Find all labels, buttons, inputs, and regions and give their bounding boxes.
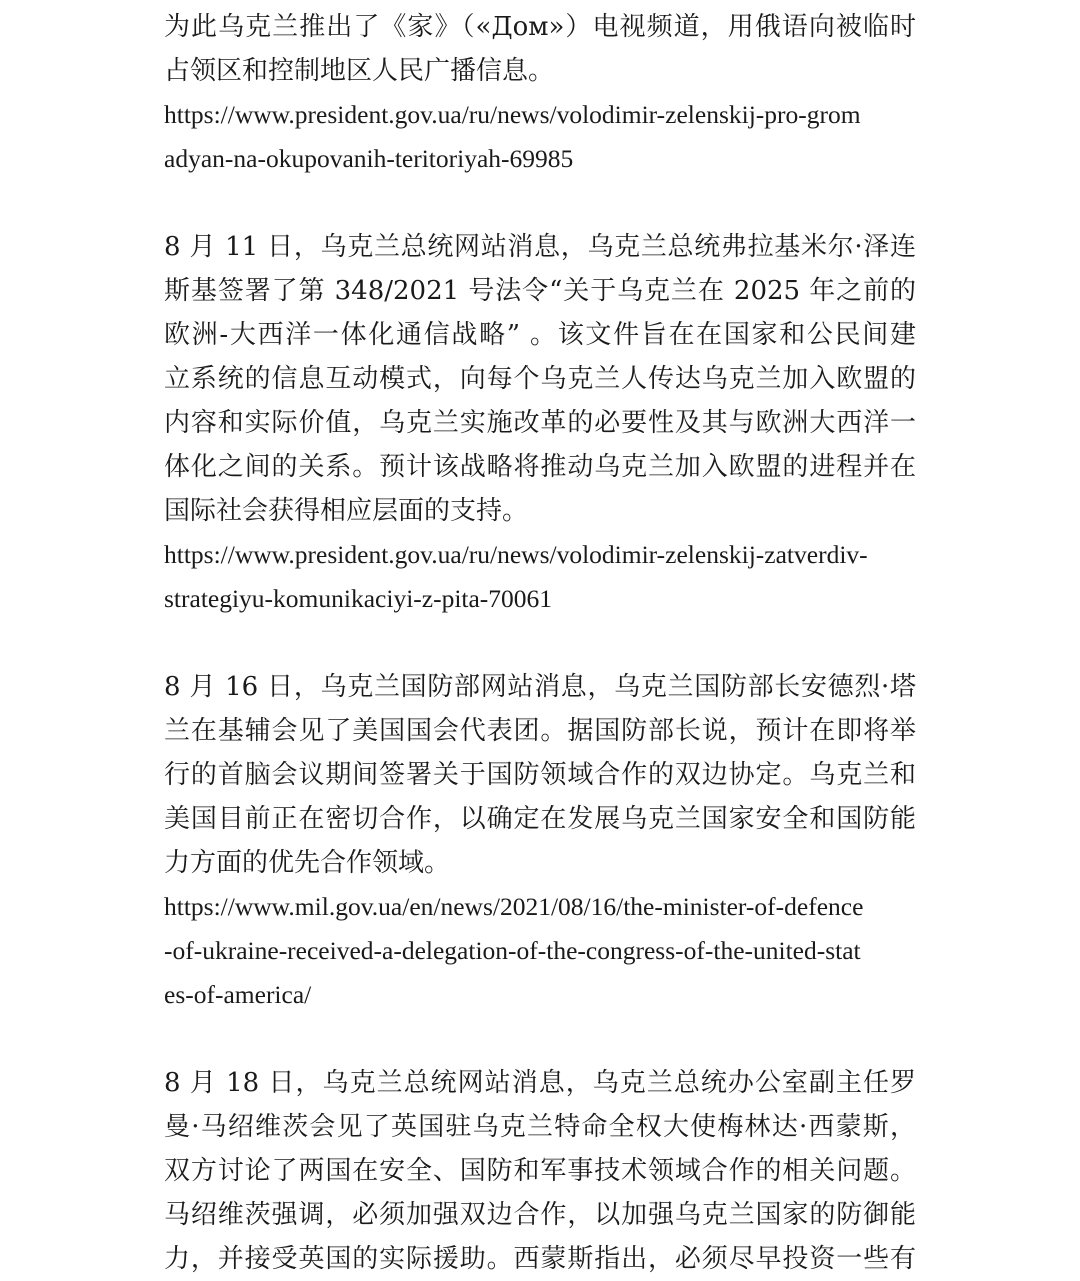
paragraph-line: 马绍维茨强调，必须加强双边合作，以加强乌克兰国家的防御能 xyxy=(164,1200,916,1230)
paragraph-line: 曼·马绍维茨会见了英国驻乌克兰特命全权大使梅林达·西蒙斯， xyxy=(164,1112,916,1142)
source-url-line[interactable]: https://www.mil.gov.ua/en/news/2021/08/16/the-minister-of-defence xyxy=(164,892,864,921)
paragraph-line: 欧洲-大西洋一体化通信战略” 。该文件旨在在国家和公民间建 xyxy=(164,320,916,350)
paragraph-line: 斯基签署了第 348/2021 号法令“关于乌克兰在 2025 年之前的 xyxy=(164,276,916,306)
paragraph-line: 占领区和控制地区人民广播信息。 xyxy=(164,56,555,86)
paragraph-gap xyxy=(164,621,916,665)
paragraph-line: 立系统的信息互动模式，向每个乌克兰人传达乌克兰加入欧盟的 xyxy=(164,364,916,394)
paragraph-line: 国际社会获得相应层面的支持。 xyxy=(164,496,529,526)
paragraph-line: 力，并接受英国的实际援助。西蒙斯指出，必须尽早投资一些有 xyxy=(164,1244,916,1274)
source-url-line[interactable]: adyan-na-okupovanih-teritoriyah-69985 xyxy=(164,144,574,173)
paragraph-gap xyxy=(164,1017,916,1061)
paragraph-line: 为此乌克兰推出了《家》（«Дом»）电视频道，用俄语向被临时 xyxy=(164,12,916,42)
source-url-line[interactable]: https://www.president.gov.ua/ru/news/volodimir-zelenskij-zatverdiv- xyxy=(164,540,868,569)
paragraph-line: 体化之间的关系。预计该战略将推动乌克兰加入欧盟的进程并在 xyxy=(164,452,916,482)
document-body xyxy=(164,5,916,1281)
source-url-line[interactable]: es-of-america/ xyxy=(164,980,312,1009)
paragraph-line: 内容和实际价值，乌克兰实施改革的必要性及其与欧洲大西洋一 xyxy=(164,408,916,438)
paragraph-line: 兰在基辅会见了美国国会代表团。据国防部长说，预计在即将举 xyxy=(164,716,916,746)
source-url-line[interactable]: strategiyu-komunikaciyi-z-pita-70061 xyxy=(164,584,553,613)
paragraph-gap xyxy=(164,181,916,225)
source-url-line[interactable]: -of-ukraine-received-a-delegation-of-the-congress-of-the-united-stat xyxy=(164,936,861,965)
source-url-line[interactable]: https://www.president.gov.ua/ru/news/volodimir-zelenskij-pro-grom xyxy=(164,100,861,129)
paragraph-line: 8 月 16 日，乌克兰国防部网站消息，乌克兰国防部长安德烈·塔 xyxy=(164,672,916,702)
paragraph-line: 8 月 18 日，乌克兰总统网站消息，乌克兰总统办公室副主任罗 xyxy=(164,1068,916,1098)
paragraph-line: 美国目前正在密切合作，以确定在发展乌克兰国家安全和国防能 xyxy=(164,804,916,834)
paragraph-line: 8 月 11 日，乌克兰总统网站消息，乌克兰总统弗拉基米尔·泽连 xyxy=(164,232,916,262)
paragraph-line: 行的首脑会议期间签署关于国防领域合作的双边协定。乌克兰和 xyxy=(164,760,916,790)
paragraph-line: 双方讨论了两国在安全、国防和军事技术领域合作的相关问题。 xyxy=(164,1156,916,1186)
paragraph-line: 力方面的优先合作领域。 xyxy=(164,848,451,878)
